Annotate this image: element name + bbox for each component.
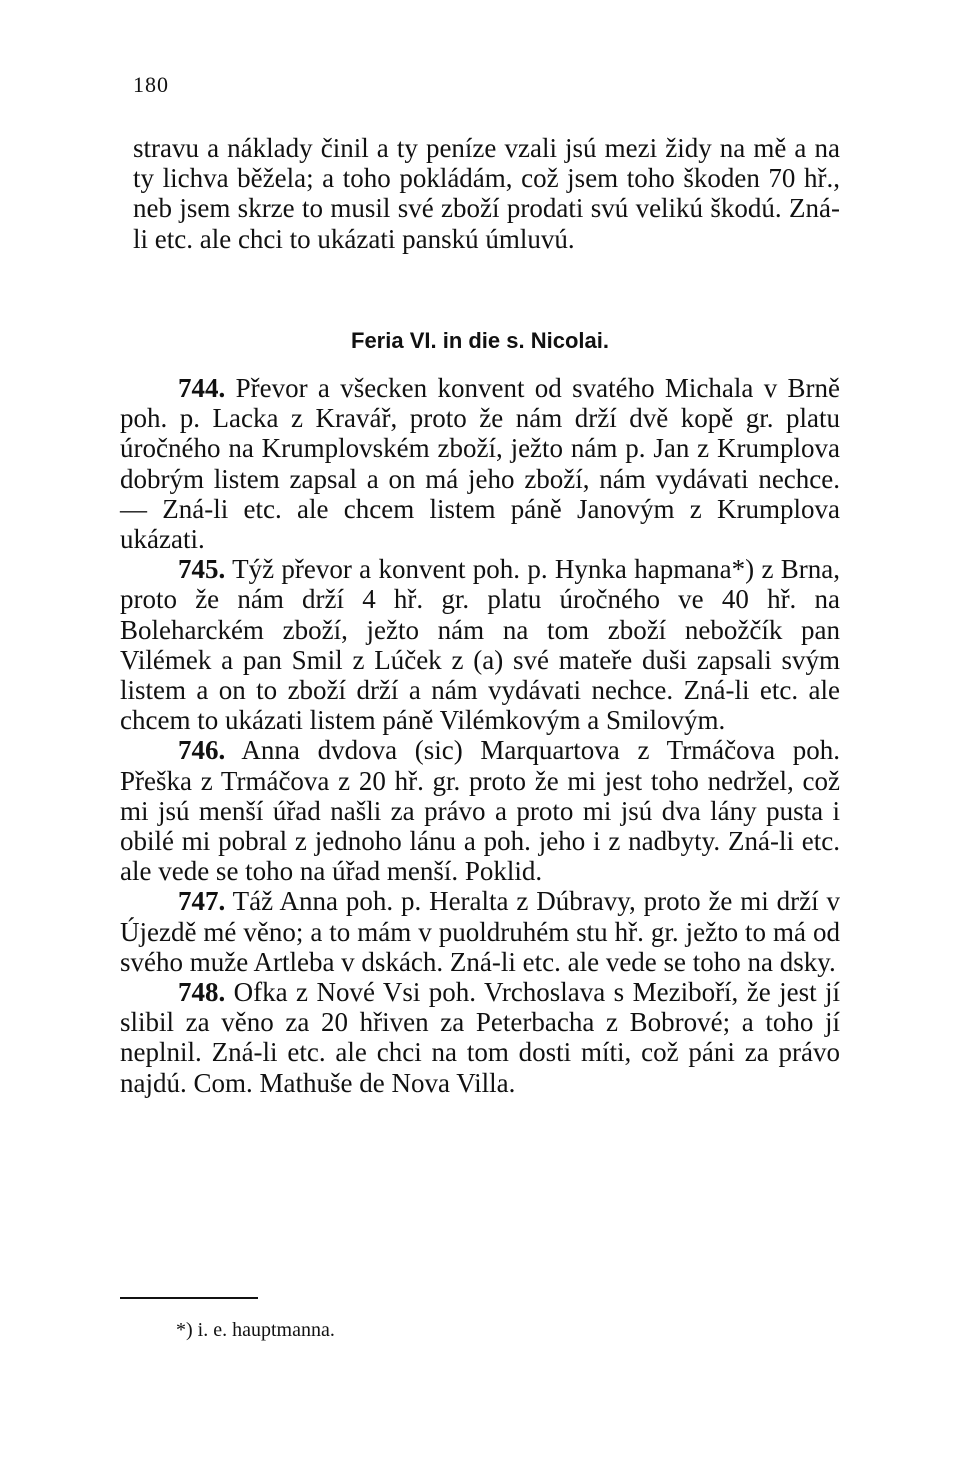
page-number: 180 <box>133 72 169 97</box>
entry-748 <box>120 977 840 1098</box>
entry-746 <box>120 735 840 886</box>
footnote-divider <box>120 1297 258 1299</box>
footnote: *) i. e. hauptmanna. <box>176 1319 335 1341</box>
entry-text: Anna dvdova (sic) Marquartova z Trmáčova poh. Přeška z Trmáčova z 20 hř. gr. proto že mi jest toho nedržel, což mi jsú menší úřad našli za právo a proto mi jsú dva lány pusta i obilé mi pobral z jednoho lánu a poh. jeho i z nadbyty. Zná-li etc. ale vede se toho na úřad menší. Poklid. <box>120 735 840 887</box>
intro-paragraph-block <box>133 133 840 254</box>
entry-text: Ofka z Nové Vsi poh. Vrchoslava s Meziboří, že jest jí slibil za věno za 20 hřiven za Peterbacha z Bobrové; a toho jí neplnil. Zná-li etc. ale chci na tom dosti míti, což páni za právo najdú. Com. Mathuše de Nova Villa. <box>120 977 841 1098</box>
entry-745 <box>120 554 840 735</box>
entry-text: Týž převor a konvent poh. p. Hynka hapmana*) z Brna, proto že nám drží 4 hř. gr. platu úročného ve 40 hř. na Boleharckém zboží, ježto nám na tom zboží nebožčík pan Vilémek a pan Smil z Lúček z (a) své mateře duši zapsali svým listem a on to zboží drží a nám vydávati nechce. Zná-li etc. ale chcem to ukázati listem páně Vilémkovým a Smilovým. <box>120 554 841 736</box>
entries-list <box>120 373 840 1098</box>
entry-744 <box>120 373 840 554</box>
entry-text: Převor a všecken konvent od svatého Michala v Brně poh. p. Lacka z Kravář, proto že nám drží dvě kopě gr. platu úročného na Krumplovském zboží, ježto nám p. Jan z Krumplova dobrým listem zapsal a on má jeho zboží, nám vydávati nechce. — Zná-li etc. ale chcem listem páně Janovým z Krumplova ukázati. <box>120 373 840 555</box>
entry-text: Táž Anna poh. p. Heralta z Dúbravy, proto že mi drží v Újezdě mé věno; a to mám v puoldruhém stu hř. gr. ježto to má od svého muže Artleba v dskách. Zná-li etc. ale vede se toho na dsky. <box>120 886 840 977</box>
entry-number: 747. <box>178 886 226 917</box>
section-heading: Feria VI. in die s. Nicolai. <box>351 328 609 353</box>
entry-number: 746. <box>178 735 226 766</box>
intro-paragraph: stravu a náklady činil a ty peníze vzali jsú mezi židy na mě a na ty lichva běžela; a toho pokládám, což jsem toho škoden 70 hř., neb jsem skrze to musil své zboží prodati svú velikú škodú. Zná-li etc. ale chci to ukázati panskú úmluvú. <box>133 133 840 254</box>
entry-number: 744. <box>178 373 226 403</box>
entry-number: 745. <box>178 554 226 585</box>
entry-number: 748. <box>178 977 226 1008</box>
entry-747 <box>120 886 840 977</box>
